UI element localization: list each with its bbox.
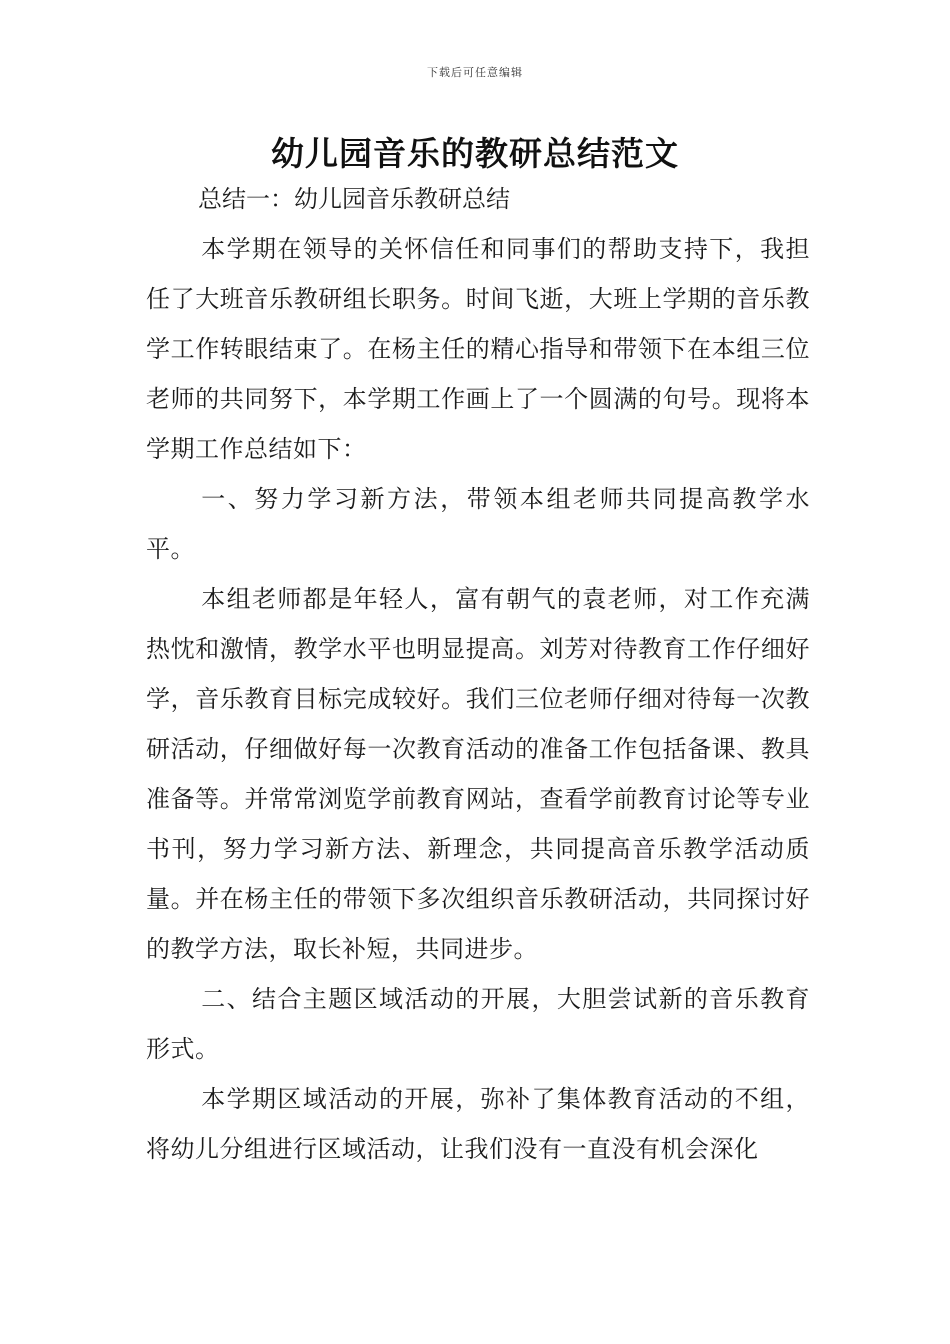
- document-body: [146, 174, 810, 1174]
- document-title: 幼儿园音乐的教研总结范文: [271, 134, 679, 173]
- paragraph-regional: 本学期区域活动的开展，弥补了集体教育活动的不组，将幼儿分组进行区域活动，让我们没有一直没有机会深化: [146, 1085, 810, 1163]
- header-note: 下载后可任意编辑: [427, 66, 523, 79]
- paragraph-heading-one: 一、努力学习新方法，带领本组老师共同提高教学水平。: [146, 485, 810, 563]
- paragraph-team: 本组老师都是年轻人，富有朝气的袁老师，对工作充满热忱和激情，教学水平也明显提高。刘芳对待教育工作仔细好学，音乐教育目标完成较好。我们三位老师仔细对待每一次教研活动，仔细做好每一次教育活动的准备工作包括备课、教具准备等。并常常浏览学前教育网站，查看学前教育讨论等专业书刊，努力学习新方法、新理念，共同提高音乐教学活动质量。并在杨主任的带领下多次组织音乐教研活动，共同探讨好的教学方法，取长补短，共同进步。: [146, 585, 810, 963]
- paragraph-intro: 本学期在领导的关怀信任和同事们的帮助支持下，我担任了大班音乐教研组长职务。时间飞逝，大班上学期的音乐教学工作转眼结束了。在杨主任的精心指导和带领下在本组三位老师的共同努下，本学期工作画上了一个圆满的句号。现将本学期工作总结如下：: [146, 235, 810, 463]
- paragraph-heading-two: 二、结合主题区域活动的开展，大胆尝试新的音乐教育形式。: [146, 985, 810, 1063]
- section-subtitle: 总结一：幼儿园音乐教研总结: [198, 185, 510, 213]
